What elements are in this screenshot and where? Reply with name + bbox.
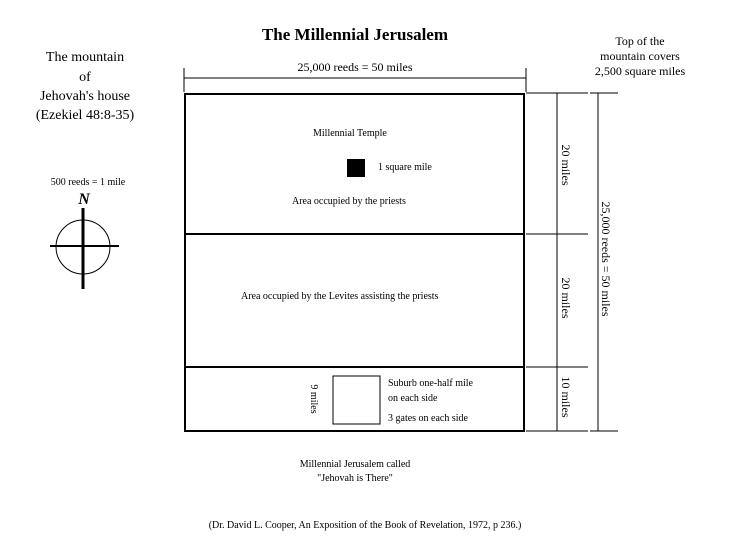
right-outer-dimension-label: 25,000 reeds = 50 miles xyxy=(599,201,613,317)
temple-square xyxy=(347,159,365,177)
city-square-side-label: 9 miles xyxy=(308,384,319,414)
left-caption-line-4: (Ezekiel 48:8-35) xyxy=(35,108,135,123)
top-right-caption-line-2: mountain covers xyxy=(600,49,680,63)
suburb-label-line-1: Suburb one-half mile xyxy=(388,378,473,389)
priests-height-label: 20 miles xyxy=(559,144,573,186)
temple-label: Millennial Temple xyxy=(313,128,387,139)
levites-area-label: Area occupied by the Levites assisting the priests xyxy=(241,291,439,302)
scale-note: 500 reeds = 1 mile xyxy=(50,177,126,188)
left-caption-line-1: The mountain xyxy=(45,50,125,65)
priests-area-label: Area occupied by the priests xyxy=(292,196,406,207)
suburb-label-line-2: on each side xyxy=(388,393,438,404)
left-caption-line-2: of xyxy=(79,70,91,85)
compass-north-label: N xyxy=(78,191,90,208)
top-dimension-label: 25,000 reeds = 50 miles xyxy=(297,60,413,74)
diagram-title: The Millennial Jerusalem xyxy=(261,25,449,44)
city-square xyxy=(333,376,380,424)
city-height-label: 10 miles xyxy=(559,376,573,418)
levites-height-label: 20 miles xyxy=(559,277,573,319)
bottom-caption-line-1: Millennial Jerusalem called xyxy=(299,459,411,470)
gates-label: 3 gates on each side xyxy=(388,413,468,424)
top-right-caption-line-1: Top of the xyxy=(615,34,665,48)
citation: (Dr. David L. Cooper, An Exposition of the Book of Revelation, 1972, p 236.) xyxy=(208,520,522,531)
left-caption-line-3: Jehovah's house xyxy=(39,89,130,104)
bottom-caption-line-2: "Jehovah is There" xyxy=(317,473,393,484)
top-right-caption-line-3: 2,500 square miles xyxy=(594,64,686,78)
temple-size-label: 1 square mile xyxy=(378,162,432,173)
main-rectangle xyxy=(185,94,524,431)
